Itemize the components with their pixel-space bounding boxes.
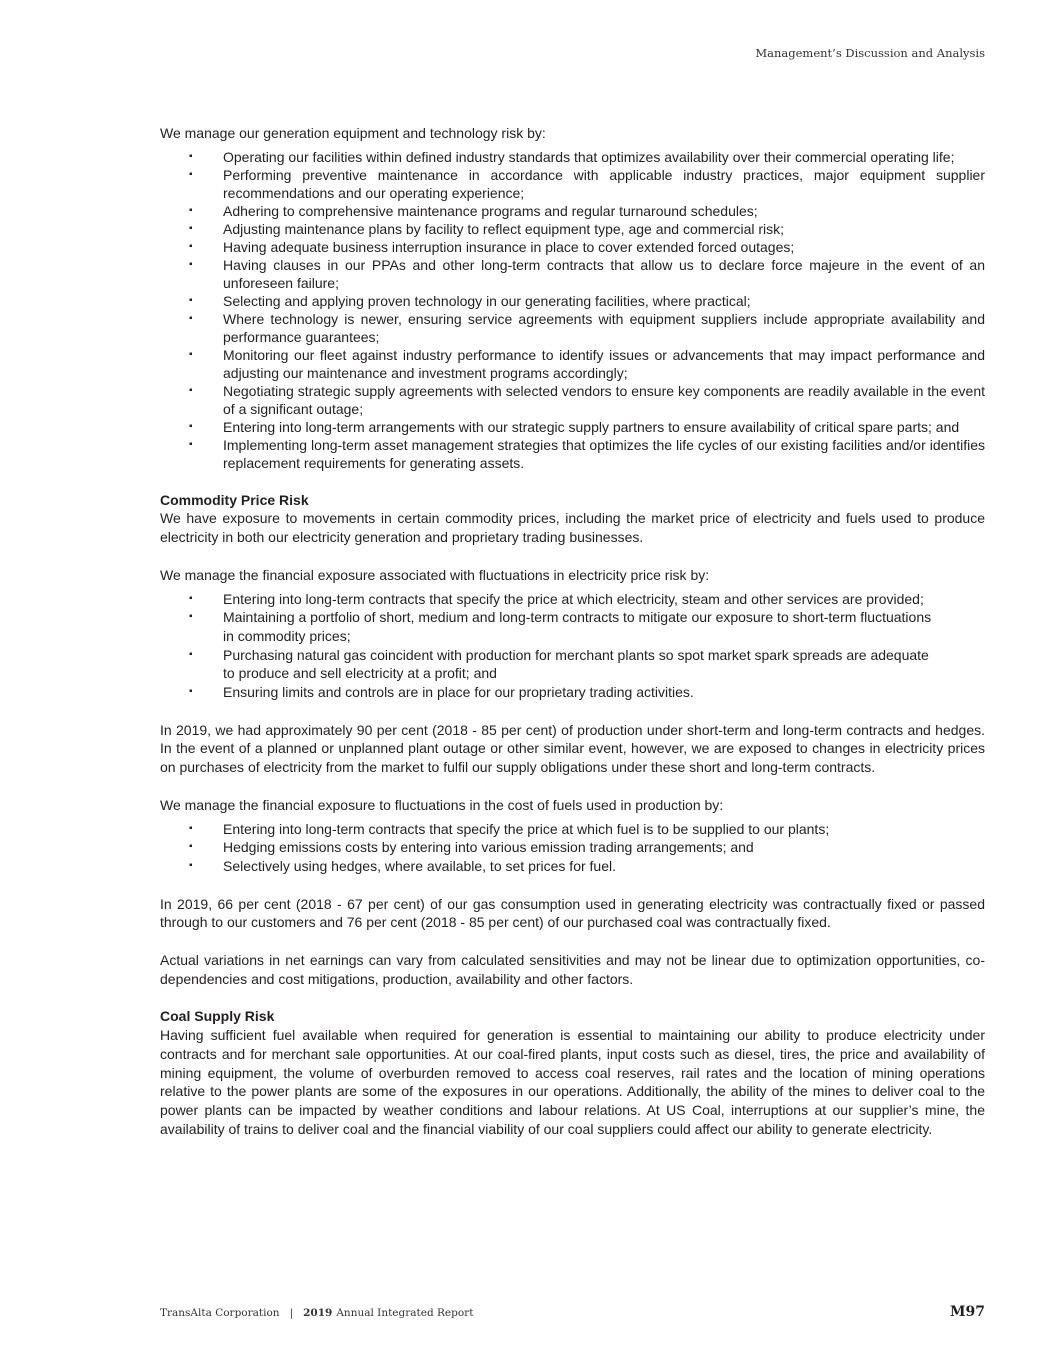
bullet-icon: ▪ — [189, 420, 193, 432]
list-item-text: Performing preventive maintenance in accordance with applicable industry practices, major equipment supplier recommendations and our operating experience; — [223, 166, 985, 201]
bullet-icon: ▪ — [189, 648, 193, 660]
running-header: Management’s Discussion and Analysis — [755, 46, 985, 60]
list-item-text: Where technology is newer, ensuring service agreements with equipment suppliers include appropriate availability and performance guarantees; — [223, 310, 985, 345]
bullet-list — [160, 148, 985, 472]
list-item — [189, 346, 985, 382]
bullet-icon: ▪ — [189, 384, 193, 396]
bullet-icon: ▪ — [189, 611, 193, 623]
list-item — [189, 148, 985, 166]
page-footer — [160, 1307, 473, 1319]
bullet-icon: ▪ — [189, 150, 193, 162]
paragraph: Having sufficient fuel available when required for generation is essential to maintaining our ability to produce electricity under contracts and for merchant sale opportunities. At our coal-fired plants, input costs such as diesel, tires, the price and availability of mining equipment, the volume of overburden removed to access coal reserves, rail rates and the location of mining operations relative to the power plants are some of the exposures in our operations. Additionally, the ability of the mines to deliver coal to the power plants can be impacted by weather conditions and labour relations. At US Coal, interruptions at our supplier’s mine, the availability of trains to deliver coal and the financial viability of our coal suppliers could affect our ability to generate electricity. — [160, 1027, 985, 1137]
list-item-text: Entering into long-term contracts that specify the price at which electricity, steam and other services are provided; — [223, 590, 924, 607]
bullet-icon: ▪ — [189, 822, 193, 834]
paragraph: We manage the financial exposure to fluctuations in the cost of fuels used in production by: — [160, 796, 724, 813]
list-item-text: Selecting and applying proven technology in our generating facilities, where practical; — [223, 292, 751, 309]
list-item-text: Having adequate business interruption insurance in place to cover extended forced outages; — [223, 238, 795, 255]
bullet-list — [160, 590, 985, 702]
list-item-text: Monitoring our fleet against industry performance to identify issues or advancements that may impact performance and adjusting our maintenance and investment programs accordingly; — [223, 346, 985, 381]
bullet-icon: ▪ — [189, 438, 193, 450]
list-item-text: Implementing long-term asset management strategies that optimizes the life cycles of our existing facilities and/or identifies replacement requirements for generating assets. — [223, 436, 985, 471]
bullet-icon: ▪ — [189, 859, 193, 871]
list-item-text: Maintaining a portfolio of short, medium and long-term contracts to mitigate our exposure to short-term fluctuations in commodity prices; — [223, 609, 932, 644]
section-heading: Commodity Price Risk — [160, 491, 309, 508]
bullet-icon: ▪ — [189, 686, 193, 698]
list-item-text: Entering into long-term arrangements with our strategic supply partners to ensure availability of critical spare parts; and — [223, 418, 960, 435]
list-item-text: Operating our facilities within defined industry standards that optimizes availability over their commercial operating life; — [223, 148, 955, 165]
paragraph: Actual variations in net earnings can vary from calculated sensitivities and may not be linear due to optimization opportunities, co-dependencies and cost mitigations, production, availability and other factors. — [160, 952, 985, 987]
bullet-icon: ▪ — [189, 841, 193, 853]
bullet-icon: ▪ — [189, 204, 193, 216]
list-item-text: Adhering to comprehensive maintenance programs and regular turnaround schedules; — [223, 202, 758, 219]
list-item-text: Hedging emissions costs by entering into various emission trading arrangements; and — [223, 839, 754, 856]
list-item-text: Purchasing natural gas coincident with production for merchant plants so spot market spark spreads are adequate to produce and sell electricity at a profit; and — [223, 646, 929, 682]
bullet-icon: ▪ — [189, 240, 193, 252]
list-item-text: Adjusting maintenance plans by facility to reflect equipment type, age and commercial risk; — [223, 220, 785, 237]
list-item — [189, 608, 941, 645]
footer-company: TransAlta Corporation — [160, 1307, 280, 1319]
bullet-icon: ▪ — [189, 222, 193, 234]
section-heading: Coal Supply Risk — [160, 1008, 275, 1025]
list-item-text: Ensuring limits and controls are in place for our proprietary trading activities. — [223, 684, 694, 701]
list-item-text: Having clauses in our PPAs and other long-term contracts that allow us to declare force majeure in the event of an unforeseen failure; — [223, 256, 985, 291]
bullet-icon: ▪ — [189, 312, 193, 324]
list-item — [189, 220, 985, 238]
footer-report-title: Annual Integrated Report — [336, 1307, 474, 1319]
list-item — [189, 202, 985, 220]
list-item — [189, 820, 985, 839]
list-item — [189, 310, 985, 346]
paragraph: We manage the financial exposure associated with fluctuations in electricity price risk by: — [160, 566, 710, 583]
list-item — [189, 382, 985, 418]
list-item-text: Entering into long-term contracts that specify the price at which fuel is to be supplied to our plants; — [223, 820, 830, 837]
paragraph: We have exposure to movements in certain commodity prices, including the market price of electricity and fuels used to produce electricity in both our electricity generation and proprietary trading businesses. — [160, 510, 985, 546]
list-item — [189, 838, 985, 857]
list-item — [189, 292, 985, 310]
list-item — [189, 590, 941, 609]
page-body — [160, 124, 985, 1157]
bullet-list — [160, 820, 985, 876]
paragraph: In 2019, we had approximately 90 per cent (2018 - 85 per cent) of production under short-term and long-term contracts and hedges. In the event of a planned or unplanned plant outage or other similar event, however, we are exposed to changes in electricity prices on purchases of electricity from the market to fulfil our supply obligations under these short and long-term contracts. — [160, 721, 985, 776]
list-item — [189, 436, 985, 472]
bullet-icon: ▪ — [189, 168, 193, 180]
bullet-icon: ▪ — [189, 294, 193, 306]
bullet-icon: ▪ — [189, 592, 193, 604]
paragraph: We manage our generation equipment and technology risk by: — [160, 125, 546, 141]
list-item — [189, 857, 985, 876]
list-item — [189, 418, 985, 436]
list-item — [189, 256, 985, 292]
page-number: M97 — [950, 1304, 985, 1320]
list-item-text: Selectively using hedges, where available, to set prices for fuel. — [223, 857, 616, 874]
list-item — [189, 166, 985, 202]
list-item-text: Negotiating strategic supply agreements with selected vendors to ensure key components are readily available in the event of a significant outage; — [223, 382, 985, 417]
bullet-icon: ▪ — [189, 348, 193, 360]
list-item — [189, 238, 985, 256]
paragraph: In 2019, 66 per cent (2018 - 67 per cent) of our gas consumption used in generating electricity was contractually fixed or passed through to our customers and 76 per cent (2018 - 85 per cent) of our purchased coal was contractually fixed. — [160, 895, 985, 931]
footer-separator: | — [289, 1307, 294, 1319]
list-item — [189, 683, 941, 702]
bullet-icon: ▪ — [189, 258, 193, 270]
footer-year: 2019 — [303, 1307, 333, 1319]
list-item — [189, 646, 941, 683]
